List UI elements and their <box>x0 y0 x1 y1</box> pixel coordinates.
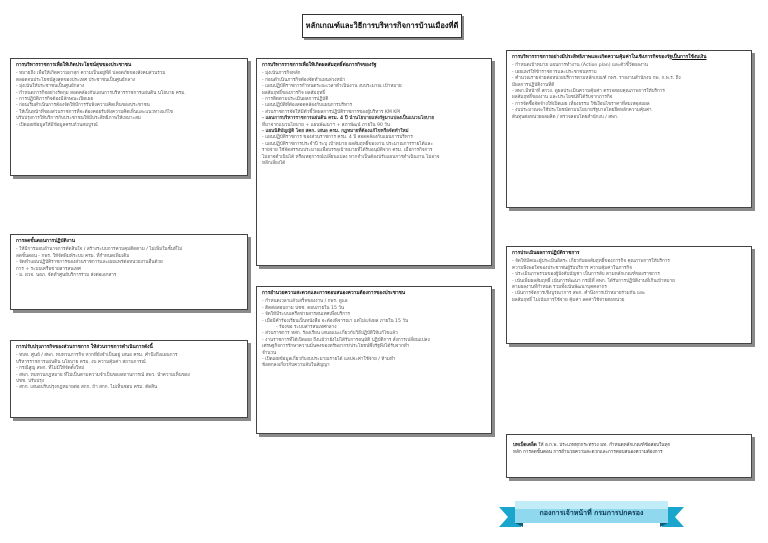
box-line: ข้อตกลงเกี่ยวกับความลับในสัญญา <box>262 363 330 369</box>
box-bold-label: บทเบ็ดเตล็ด <box>513 443 537 448</box>
box-line: - สพก. ทบทวนกฎหมาย ที่ไม่เป็นตามความจำเป็นของสถานการณ์ สพว. นำความเห็นของ <box>16 372 190 378</box>
box-heading-underlined: เป็นการใช้งบเงิน <box>672 55 707 60</box>
box-line: - มุ่งเน้นให้ประชาชนเป็นศูนย์กลาง <box>16 84 85 90</box>
box-line: บริหารราชการแผ่นดิน นโยบาย ครม. งบ ความคุ้มค่า สถานการณ์ <box>16 359 146 365</box>
box-line: - กำหนดภารกิจอย่างรัดกุม สอดคล้องกับแผนการบริหารราชการแผ่นดิน นโยบาย ครม. <box>16 90 186 96</box>
box-heading: การบริหารราชการเพื่อให้เกิดประโยชน์สุขของประชาชน <box>16 63 132 68</box>
box-line: ต้นทุนต่อหน่วยผลผลิต / ตรวจสอบโดยสำนักงบ / สพก. <box>512 114 619 120</box>
box-mission-improvement <box>10 340 248 418</box>
box-line: ปชช. ปรับปรุง <box>16 378 44 384</box>
box-line: - ม. ผวจ. นอภ. จัดทำศูนย์บริการร่วม ส่งต่อเอกสาร <box>16 272 117 278</box>
box-line: การ + ระบบเครือข่ายสารสนเทศ <box>16 266 81 272</box>
box-line: ผลสัมฤทธิ์ ไม่เน้นการใช้จ่าย คุ้มค่า ลดค่าใช้จ่ายต่อหน่วย <box>512 297 625 303</box>
box-line: ผลสัมฤทธิ์ของงาน และประโยชน์ที่ได้รับจากภารกิจ <box>512 95 613 101</box>
box-line: - กำหนดเป้าหมาย แผนการทำงาน (Action plan) และตัวชี้วัดผลงาน <box>512 63 648 69</box>
box-line: - แผนปฏิบัติราชการประจำปี ระบุ เป้าหมาย ผลสัมฤทธิ์ของงาน ประมาณการรายได้และ <box>262 141 433 147</box>
box-heading: การลดขั้นตอนการปฏิบัติงาน <box>16 239 75 244</box>
box-line: ลดขั้นตอน - กพร. ให้จัดพิมพ์ระบบ ครม. ที่กำหนดเพิ่มเติม <box>16 253 130 259</box>
box-line: - จัดให้มีระบบเครือข่ายสารสนเทศเพื่อบริการ <box>262 312 351 318</box>
box-heading-text: การบริหารราชการอย่างมีประสิทธิภาพและเกิดความคุ้มค่าในเชิงภารกิจของรัฐ <box>512 55 673 60</box>
box-line: หลัก การลดขั้นตอน การอำนวยความสะดวกและการตอบสนองความต้องการ <box>513 450 663 455</box>
ribbon-text: กองการเจ้าหน้าที่ กรมการปกครอง <box>539 509 644 517</box>
box-convenience <box>256 286 492 434</box>
box-line: - ก่อนเริ่มดำเนินการต้องจัดให้มีการรับฟังความคิดเห็นของประชาชน <box>16 103 150 109</box>
page-title: หลักเกณฑ์และวิธีการบริหารกิจการบ้านเมืองที่ดี <box>302 14 462 38</box>
box-heading: การอำนวยความสะดวกและการตอบสนองความต้องการของประชาชน <box>262 291 406 296</box>
box-line: - ก่อนดำเนินภารกิจต้องจัดทำแผนล่วงหน้า <box>262 77 346 83</box>
box-line: - การติดตามประเมินผลการปฏิบัติ <box>262 96 329 102</box>
box-line: - เปิดเผยข้อมูลให้มีข้อมูลครบถ้วนสมบูรณ์ <box>16 122 98 128</box>
box-line: ไม่อาจดำเนินได้ หรือเหตุการณ์เปลี่ยนแปลง หากจำเป็นต้องปรับแผนการดำเนินงาน ไม่อาจ <box>262 154 440 160</box>
box-line: - หมายถึง เพื่อให้เกิดความผาสุก ความเป็นอยู่ที่ดี ปลอดภัยของสังคมส่วนรวม <box>16 71 166 77</box>
box-line: - เน้นการจัดการเชิงบูรณาการ สพก. คำนึงการเป้าหมายร่วมกัน และ <box>512 291 646 297</box>
box-line: - เน้นเพิ่มผลสัมฤทธิ์ เน้นการพัฒนา กรณีที่ สพก. ได้รับการปฏิบัติงานที่เกินเป้าหมาย <box>512 278 675 284</box>
box-line: - จัดให้มีคณะผู้ประเมินอิสระ เกี่ยวกับผลสัมฤทธิ์ของภารกิจ คุณภาพการให้บริการ <box>512 259 670 265</box>
box-line: เศรษฐกิจการรักษาความมั่นคงของทรัพยากร/ประโยชน์ซึ่งรัฐพึงได้รับจากทำ <box>262 344 410 350</box>
box-line: - เปิดเผยข้อมูลเกี่ยวกับงบประมาณรายได้ แลปจะค่าใช้จ่าย / ห้ามทำ <box>262 356 396 362</box>
box-line: - สพก.มีหน้าที่ สกวง. ดูผลประเมินความคุ้มค่า ตรวจสอบคุณภาพการให้บริการ <box>512 88 665 94</box>
box-line: - ติดต่อสอบถาม ปชช. ตอบภายใน 15 วัน <box>262 305 345 311</box>
box-line: - แผนปฏิบัติราชการ ของส่วนราชการ ครม. 4 ปี สอดคล้องกับแผนการบริหาร <box>262 135 413 141</box>
box-line: - สกก. เสนอปรับปรุงกฎหมายต่อ สกก. ถ้า สกก. ไม่เห็นชอบ ครม. ตัดสิน <box>16 385 158 391</box>
box-line: ที่มาจากแนวนโยบาย + แผนพัฒนาฯ + สภาพัฒน์ ภายใน 90 วัน <box>262 122 391 128</box>
box-line: - ทบท. ศูนย์ / สพก. ทบทวนภารกิจ หากที่ยังจำเป็นอยู่ เสนอ ครม. คำนึงถึงแผนการ <box>16 353 178 359</box>
box-line: ผลสัมฤทธิ์ของภารกิจ ผลสัมฤทธิ์ <box>262 90 326 96</box>
box-line: รายจ่าย ใช้จัดสรรงบประมาณเพื่อบรรลุเป้าหมายที่ได้รับอนุมัติจาก ครม. เมื่อการกิจการ <box>262 148 433 154</box>
box-line: - แผนการบริหารราชการแผ่นดิน ครม. 4 ปี นำนโยบายแห่งรัฐมาแปลงเป็นแนวนโยบาย <box>262 116 435 122</box>
box-public-benefit <box>10 58 248 176</box>
box-evaluation <box>506 246 752 344</box>
box-achievement <box>256 58 492 266</box>
box-line: จำนวน <box>262 350 277 356</box>
box-line: - แผนนิติบัญญัติ โดย สคก. เสนอ ครม. กฎหมายที่ต้องแก้ไขหรือจัดทำใหม่ <box>262 128 409 134</box>
box-miscellaneous <box>506 434 752 478</box>
box-line: ความพึงพอใจของประชาชนผู้รับบริการ ความคุ้มค่าในภารกิจ <box>512 265 632 271</box>
box-line: - กำหนดเวลาแล้วเสร็จของงาน / กพร. ดูแล <box>262 299 348 305</box>
box-line: - งานราชการที่ได้เปิดเผย ถึงแม้ว่ายังไม่ได้รับการอนุมัติ ปฏิบัติการ สั่งการเปลี่ยนแปลง <box>262 337 430 343</box>
box-line: - ส่วนราชการ หสก. ร้องเรียน เสนอแนะเกี่ยวกับวิธีปฏิบัติให้แก้ไขแล้ว <box>262 331 398 337</box>
box-line: - ให้เป็นหน้าที่ของส่วนราชการที่จะต้องคอยรับฟังความคิดเห็นและแนวทางแก้ไข <box>16 109 174 115</box>
box-line: ตามผลงานที่กำหนด รวมทั้งเน้นพัฒนาบุคคลากร <box>512 284 607 290</box>
box-line: หลีกเลี่ยงได้ <box>262 160 286 166</box>
box-line: - การจัดซื้อจัดจ้างให้เปิดเผย เที่ยงธรรม ใช้เงื่อนไขราคาที่สมเหตุสมผล <box>512 101 650 107</box>
box-line: - กรณีสูญ สพก. ที่ไม่มีให้จัดตั้งใหม่ <box>16 366 85 372</box>
box-efficiency <box>506 50 752 208</box>
box-line: - การปฏิบัติภารกิจต้องมีลักษณะเปิดเผย <box>16 96 94 102</box>
box-line: - แผนปฏิบัติที่ต้องสอดคล้องกับแผนการบริหาร <box>262 103 353 109</box>
box-line: - มุ่งเน้นภารกิจหลัก <box>262 71 301 77</box>
box-heading: การปรับปรุงภารกิจของส่วนราชการ ให้ส่วนราชการดำเนินการดังนี้ <box>16 345 153 350</box>
box-line: - คำนวณรายจ่ายต่อหน่วยบริการตามหลักเกณฑ์ กพร. รายงานสำนักงบ กพ. ก.พ.ร. ถึง <box>512 76 681 82</box>
box-line: - จัดทำแผนปฏิบัติราชการของส่วนราชการและเผยแพร่ต่อหน่วยงานอื่นด้วย <box>16 260 163 266</box>
box-heading <box>512 55 746 61</box>
box-line: - แผนปฏิบัติราชการกำหนดระยะเวลาดำเนินงาน งบประมาณ เป้าหมาย <box>262 84 402 90</box>
box-line: - เผยแพร่ให้ข้าราชการและประชาชนทราบ <box>512 69 597 75</box>
box-line: - งบประมาณจะใช้ประโยชน์ตามนโยบายรัฐบาลโดยยึดหลักความคุ้มค่า <box>512 108 652 114</box>
box-line: ตลอดจนประโยชน์สูงสุดของประเทศ ประชาชนเป็นศูนย์กลาง <box>16 77 136 83</box>
box-line: - ร้องขอ ระบบสารสนเทศกลาง <box>276 324 337 330</box>
box-line-text: ให้ อ.ก.พ. ประเภททุกกระทรวง มท. กำหนดหลักเกณฑ์ข้อสอบในทุก <box>538 443 671 448</box>
box-heading: การประเมินผลการปฏิบัติราชการ <box>512 251 580 256</box>
box-line: ปรับปรุงการให้บริการกับประชาชนให้มีประสิทธิภาพให้เหมาะสม <box>16 116 141 122</box>
box-line: - ให้มีการมอบอำนาจการตัดสินใจ / สร้างระบบการควบคุมติดตาม / ไม่เพิ่มในชั้นที่ไม่ <box>16 247 183 253</box>
box-line <box>513 442 745 449</box>
box-line: - เมื่อมีคำร้องเรียนเป็นหนังสือ จะต้องพิจารณา แต่ไม่แจ้งผล ภายใน 15 วัน <box>262 318 409 324</box>
box-heading: การบริหารราชการเพื่อให้เกิดผลสัมฤทธิ์ต่อภารกิจของรัฐ <box>262 63 377 68</box>
box-reduce-steps <box>10 234 248 310</box>
box-line: - ประเมินภาพรวมของผู้บังคับบัญชา เป็นการลับ ตามหลักเกณฑ์ของราชการ <box>512 272 660 278</box>
box-line: - ส่วนราชการจัดให้มีตัวชี้วัดผลการปฏิบัติราชการของผู้บริหาร KM KPI <box>262 109 401 115</box>
box-line: มีผลการปฏิบัติงานที่ดี <box>512 82 555 88</box>
